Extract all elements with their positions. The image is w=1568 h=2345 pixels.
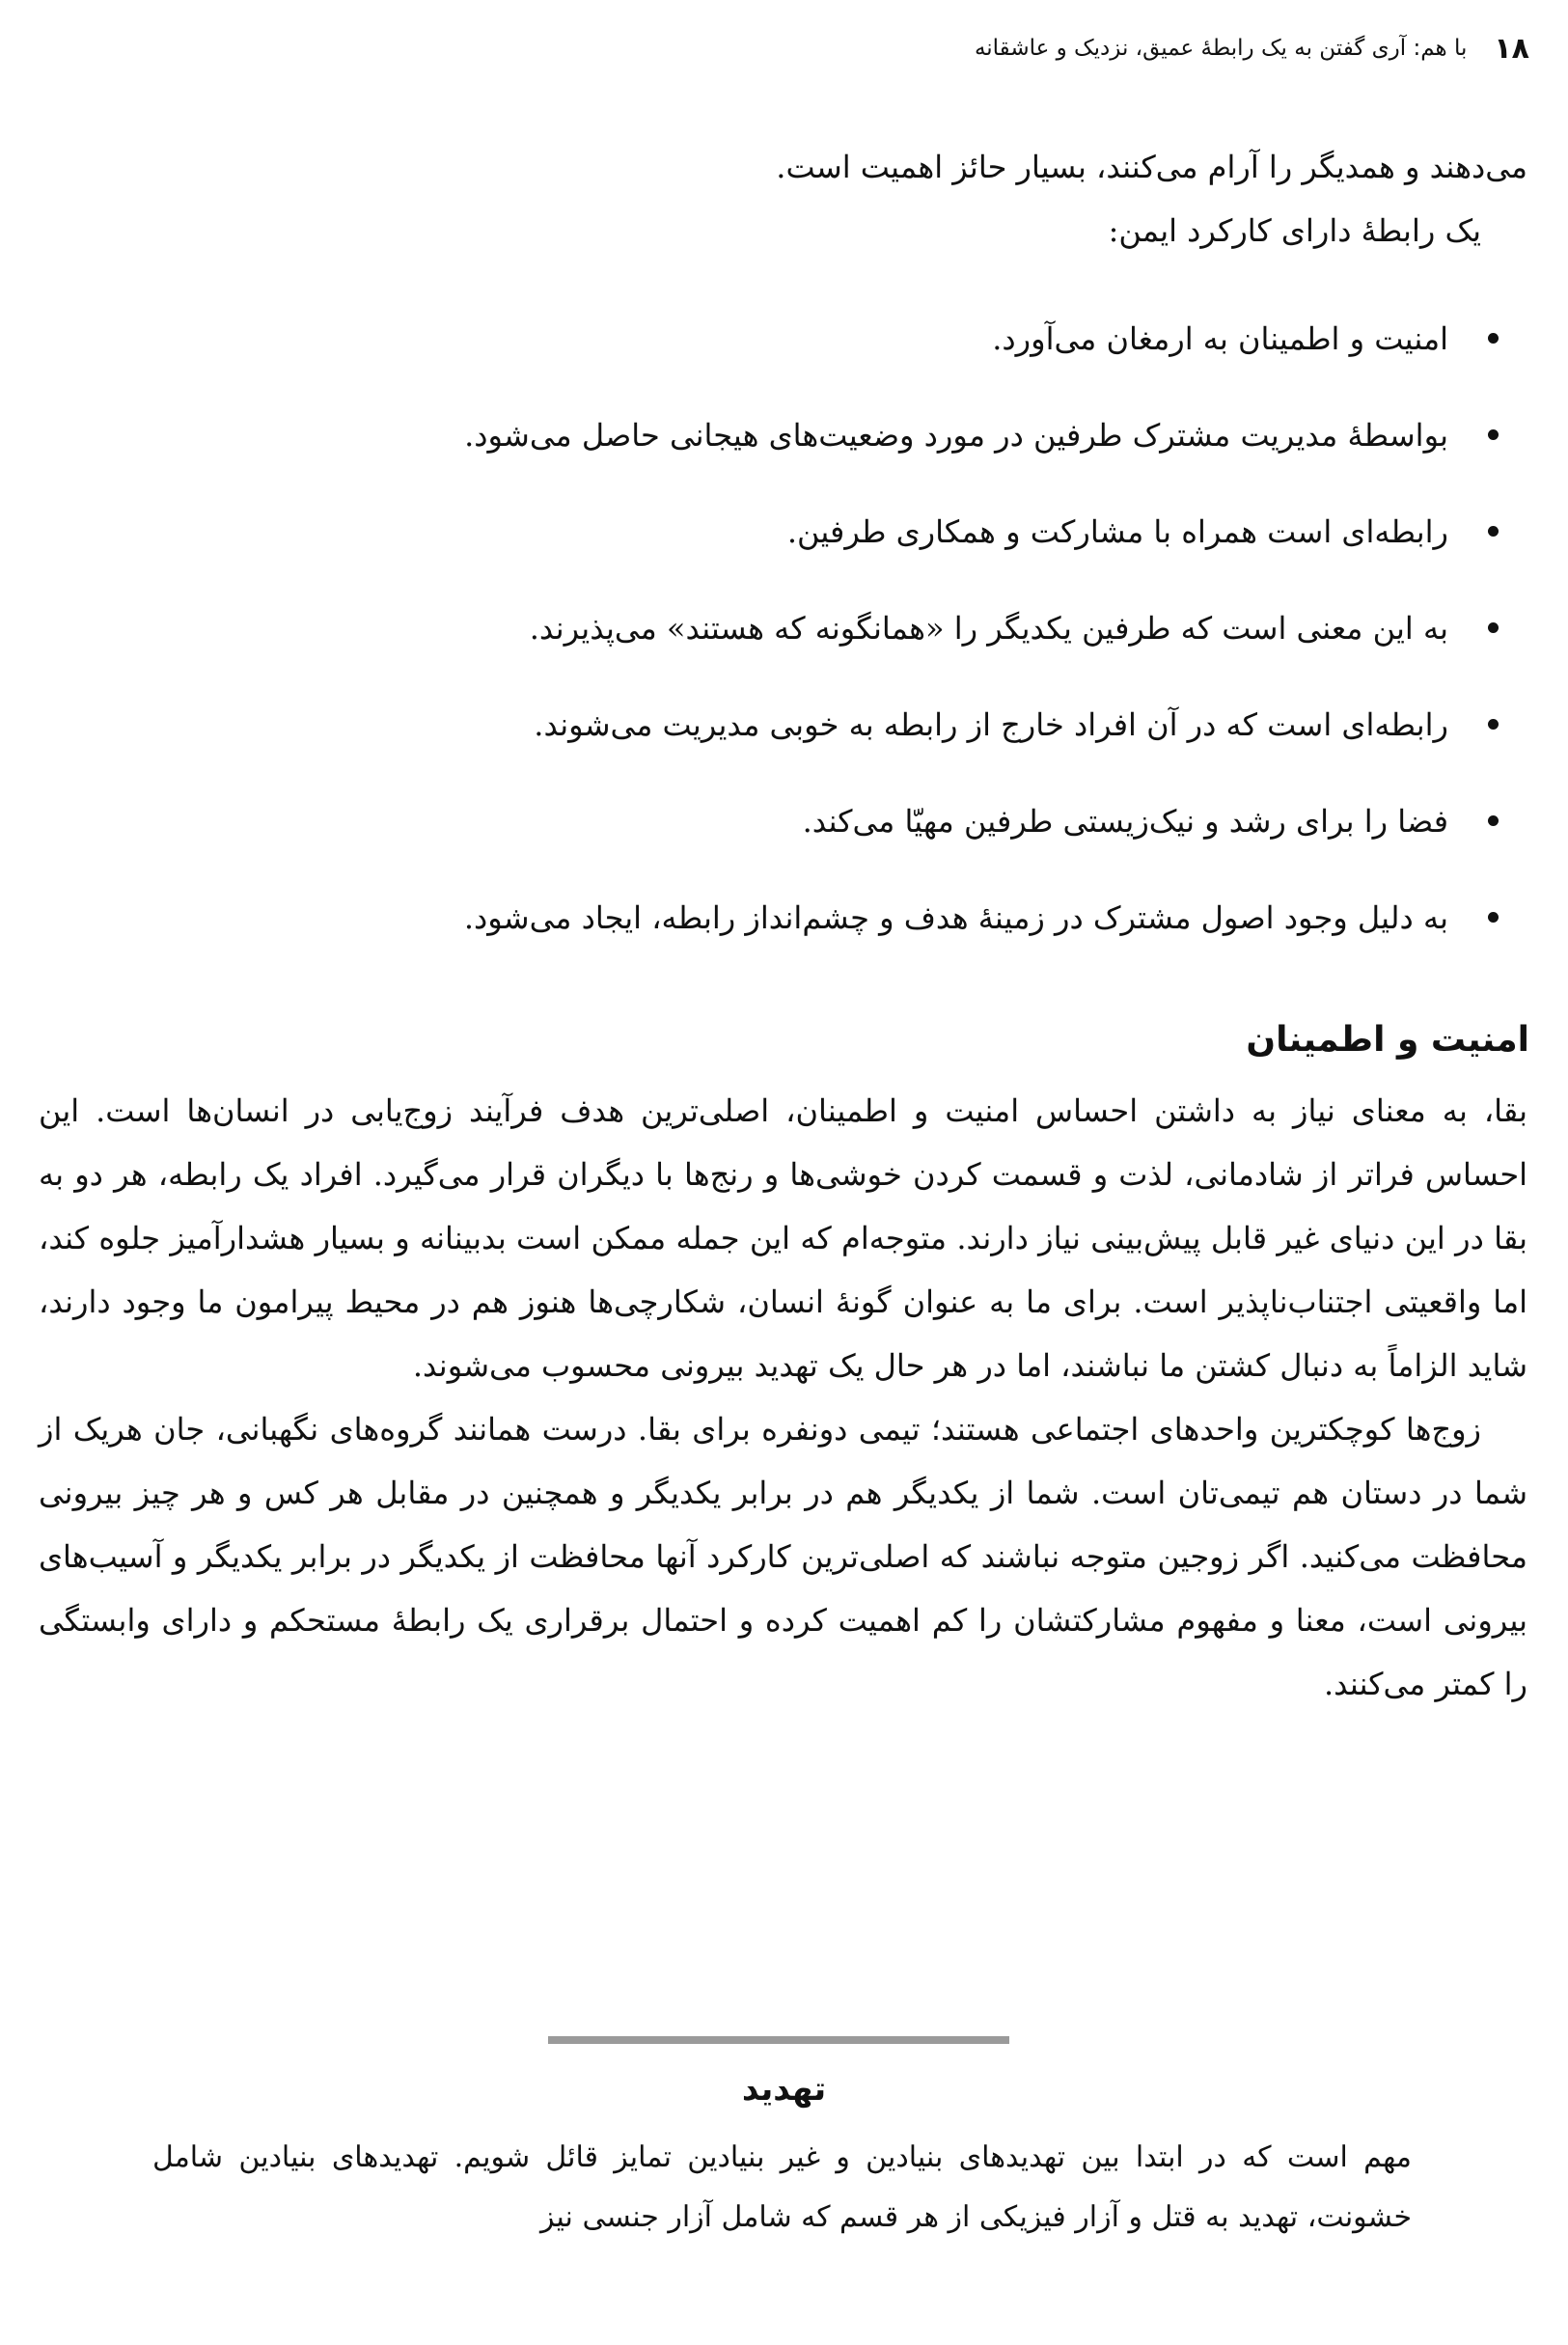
bullet-item [68, 307, 1499, 403]
box-body [152, 2128, 1412, 2248]
section-body [39, 1079, 1527, 1716]
bullet-item [68, 789, 1499, 886]
box-title: تهدید [741, 2070, 827, 2109]
box-top-rule [548, 2036, 1009, 2044]
paragraph: زوج‌ها کوچکترین واحدهای اجتماعی هستند؛ تیمی دونفره برای بقا. درست همانند گروه‌های نگهبانی، جان هریک از شما در دستان هم تیمی‌تان است. شما از یکدیگر هم در برابر یکدیگر و همچنین در مقابل هر کس و هر چیز بیرونی محافظت می‌کنید. اگر زوجین متوجه نباشند که اصلی‌ترین کارکرد آنها محافظت از یکدیگر در برابر یکدیگر و آسیب‌های بیرونی است، معنا و مفهوم مشارکتشان را کم اهمیت کرده و احتمال برقراری یک رابطۀ مستحکم و دارای وابستگی را کمتر می‌کنند. [39, 1411, 1527, 1702]
section-heading: امنیت و اطمینان [1246, 1020, 1529, 1060]
bullet-text: بواسطۀ مدیریت مشترک طرفین در مورد وضعیت‌های هیجانی حاصل می‌شود. [464, 417, 1448, 454]
bullet-icon [1488, 526, 1499, 537]
intro-lead-in: یک رابطۀ دارای کارکرد ایمن: [1108, 212, 1481, 249]
bullet-icon [1488, 912, 1499, 923]
bullet-icon [1488, 333, 1499, 344]
bullet-icon [1488, 719, 1499, 730]
running-header [58, 21, 1529, 75]
bullet-text: رابطه‌ای است همراه با مشارکت و همکاری طرفین. [786, 513, 1448, 550]
bullet-text: به این معنی است که طرفین یکدیگر را «همانگونه که هستند» می‌پذیرند. [529, 610, 1448, 647]
bullet-icon [1488, 429, 1499, 440]
paragraph: بقا، به معنای نیاز به داشتن احساس امنیت و اطمینان، اصلی‌ترین هدف فرآیند زوج‌یابی در انسان‌ها است. این احساس فراتر از شادمانی، لذت و قسمت کردن خوشی‌ها و رنج‌ها با دیگران قرار می‌گیرد. افراد یک رابطه، هر دو به بقا در این دنیای غیر قابل پیش‌بینی نیاز دارند. متوجه‌ام که این جمله ممکن است بدبینانه و بسیار هشدارآمیز جلوه کند، اما واقعیتی اجتناب‌ناپذیر است. برای ما به عنوان گونۀ انسان، شکارچی‌ها هنوز هم در محیط پیرامون ما وجود دارند، شاید الزاماً به دنبال کشتن ما نباشند، اما در هر حال یک تهدید بیرونی محسوب می‌شوند. [39, 1092, 1527, 1384]
running-title: با هم: آری گفتن به یک رابطۀ عمیق، نزدیک و عاشقانه [974, 36, 1468, 61]
bullet-item [68, 596, 1499, 693]
bullet-text: به دلیل وجود اصول مشترک در زمینۀ هدف و چشم‌انداز رابطه، ایجاد می‌شود. [463, 899, 1448, 936]
bullet-icon [1488, 815, 1499, 826]
bullet-text: رابطه‌ای است که در آن افراد خارج از رابطه به خوبی مدیریت می‌شوند. [534, 706, 1448, 743]
bullet-item [68, 403, 1499, 500]
page-number: ۱۸ [1494, 31, 1529, 66]
bullet-icon [1488, 622, 1499, 633]
bullet-list [68, 307, 1499, 982]
bullet-item [68, 693, 1499, 789]
bullet-text: فضا را برای رشد و نیک‌زیستی طرفین مهیّا می‌کند. [802, 803, 1448, 840]
bullet-item [68, 886, 1499, 982]
intro-text [68, 135, 1527, 262]
bullet-item [68, 500, 1499, 596]
bullet-text: امنیت و اطمینان به ارمغان می‌آورد. [992, 320, 1448, 357]
intro-line: می‌دهند و همدیگر را آرام می‌کنند، بسیار حائز اهمیت است. [776, 149, 1527, 185]
box-paragraph: مهم است که در ابتدا بین تهدیدهای بنیادین و غیر بنیادین تمایز قائل شویم. تهدیدهای بنیادین شامل خشونت، تهدید به قتل و آزار فیزیکی از هر قسم که شامل آزار جنسی نیز [152, 2140, 1412, 2234]
